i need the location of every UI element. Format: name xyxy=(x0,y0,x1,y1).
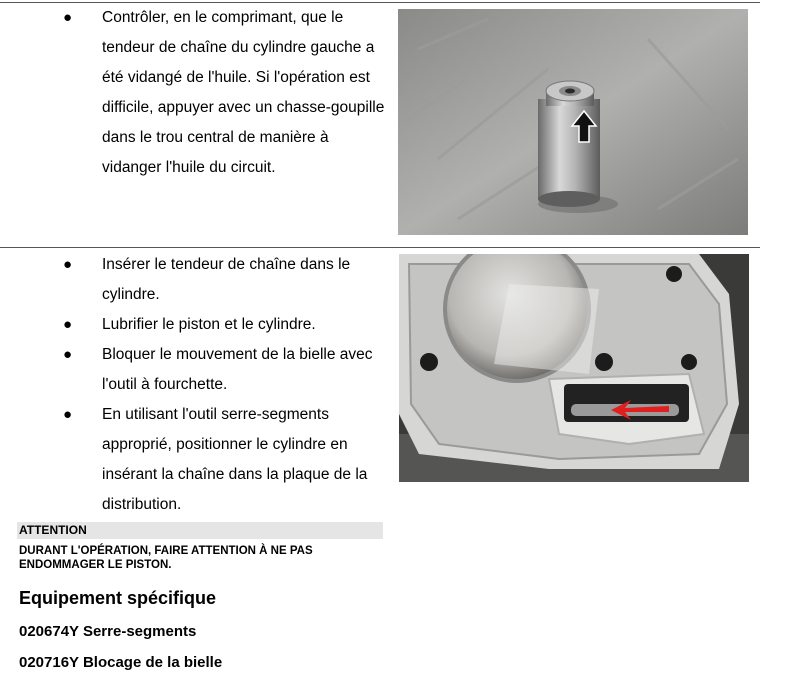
bullet-icon: ● xyxy=(63,9,73,26)
attention-title: ATTENTION xyxy=(17,522,383,539)
section2-list xyxy=(0,250,387,520)
section1-list xyxy=(0,3,387,183)
list-item-text: Insérer le tendeur de chaîne dans le cylindre. xyxy=(102,256,351,303)
list-item-text: En utilisant l'outil serre-segments approprié, positionner le cylindre en insérant la chaîne dans la plaque de la distribution. xyxy=(102,406,368,513)
attention-text: DURANT L'OPÉRATION, FAIRE ATTENTION À NE PAS ENDOMMAGER LE PISTON. xyxy=(19,545,313,571)
section-divider xyxy=(0,247,760,248)
equipment-item: 020674Y Serre-segments xyxy=(19,623,197,640)
list-item-text: Lubrifier le piston et le cylindre. xyxy=(102,316,316,333)
tensioner-photo xyxy=(398,9,748,235)
list-item xyxy=(0,340,387,400)
bullet-icon: ● xyxy=(63,316,73,333)
list-item xyxy=(0,400,387,520)
list-item xyxy=(0,3,387,183)
list-item xyxy=(0,310,387,340)
list-item-text: Contrôler, en le comprimant, que le tendeur de chaîne du cylindre gauche a été vidangé de l'huile. Si l'opération est difficile, appuyer avec un chasse-goupille dans le trou central de manière à vidanger l'huile du circuit. xyxy=(102,9,385,176)
bullet-icon: ● xyxy=(63,256,73,273)
cylinder-photo xyxy=(399,254,749,482)
list-item xyxy=(0,250,387,310)
equipment-title: Equipement spécifique xyxy=(19,588,217,608)
bullet-icon: ● xyxy=(63,346,73,363)
equipment-item: 020716Y Blocage de la bielle xyxy=(19,654,223,671)
bullet-icon: ● xyxy=(63,406,73,423)
list-item-text: Bloquer le mouvement de la bielle avec l'outil à fourchette. xyxy=(102,346,373,393)
